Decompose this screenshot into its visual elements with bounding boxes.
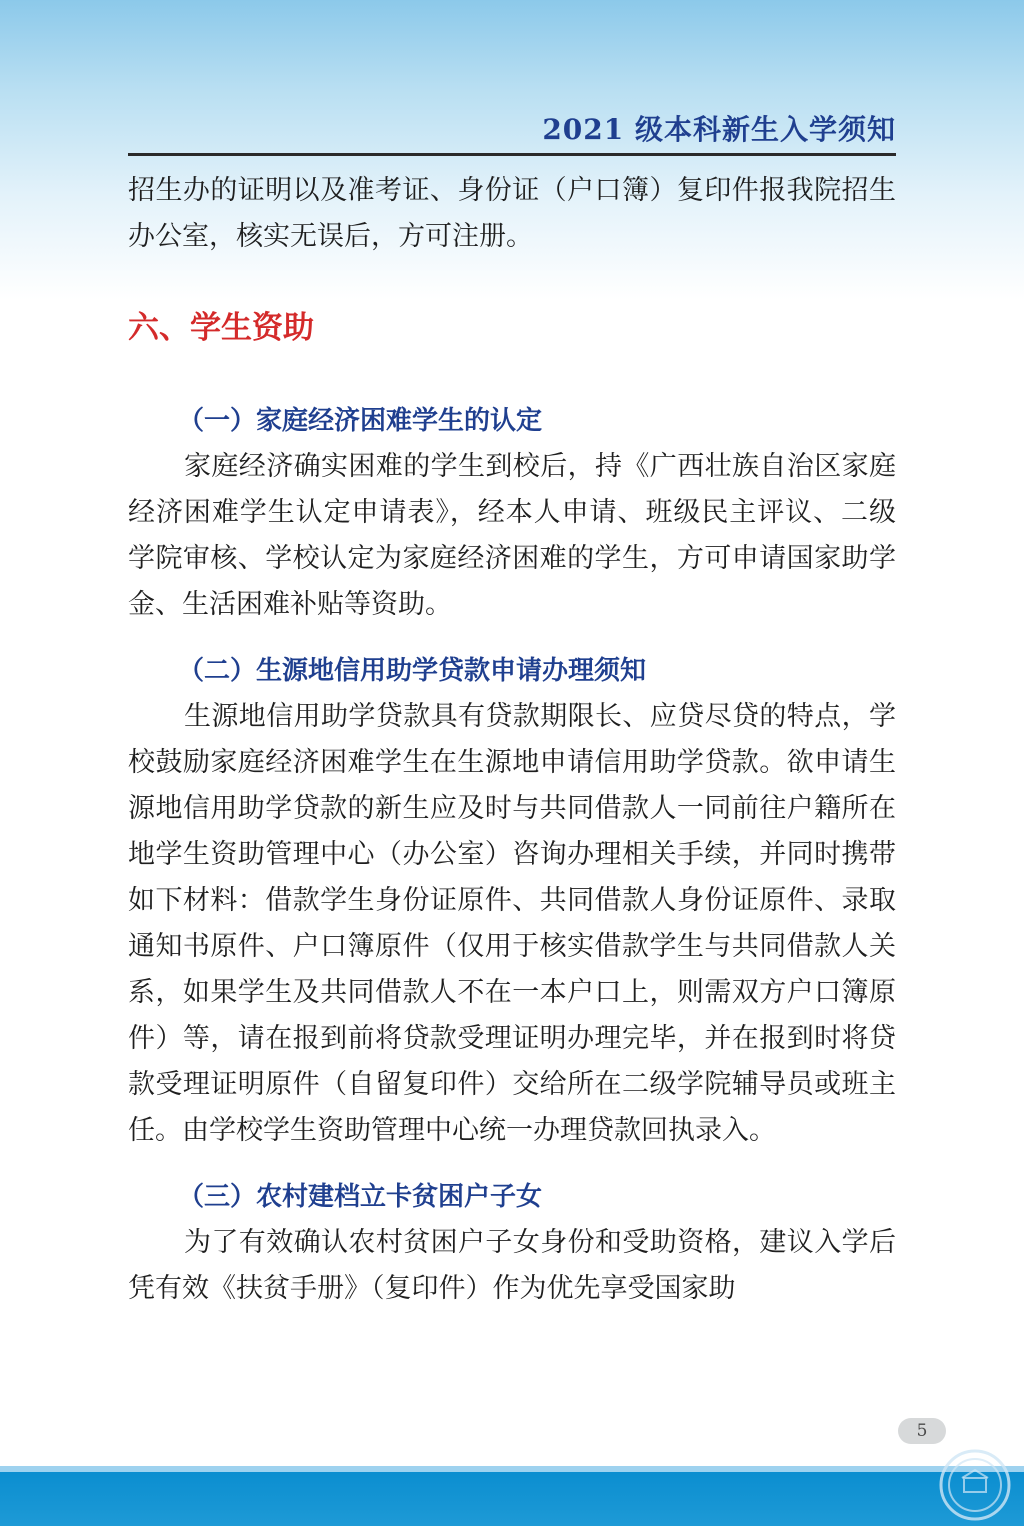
intro-paragraph: 招生办的证明以及准考证、身份证（户口簿）复印件报我院招生办公室，核实无误后，方可注册。 — [128, 175, 896, 252]
subsection-paragraph-2: 生源地信用助学贷款具有贷款期限长、应贷尽贷的特点，学校鼓励家庭经济困难学生在生源地申请信用助学贷款。欲申请生源地信用助学贷款的新生应及时与共同借款人一同前往户籍所在地学生资助管理中心（办公室）咨询办理相关手续，并同时携带如下材料：借款学生身份证原件、共同借款人身份证原件、录取通知书原件、户口簿原件（仅用于核实借款学生与共同借款人关系，如果学生及共同借款人不在一本户口上，则需双方户口簿原件）等，请在报到前将贷款受理证明办理完毕，并在报到时将贷款受理证明原件（自留复印件）交给所在二级学院辅导员或班主任。由学校学生资助管理中心统一办理贷款回执录入。 — [128, 701, 896, 1146]
subsection-title-3: （三）农村建档立卡贫困户子女 — [178, 1182, 543, 1212]
footer-bar — [0, 1466, 1024, 1526]
page-number: 5 — [898, 1418, 946, 1444]
section-title: 六、学生资助 — [128, 310, 314, 346]
subsection-paragraph-3: 为了有效确认农村贫困户子女身份和受助资格，建议入学后凭有效《扶贫手册》（复印件）作为优先享受国家助 — [128, 1227, 896, 1304]
seal-icon — [938, 1448, 1012, 1522]
running-header-title: 2021 级本科新生入学须知 — [542, 113, 896, 146]
subsection-paragraph-1: 家庭经济确实困难的学生到校后，持《广西壮族自治区家庭经济困难学生认定申请表》，经本人申请、班级民主评议、二级学院审核、学校认定为家庭经济困难的学生，方可申请国家助学金、生活困难补贴等资助。 — [128, 451, 896, 620]
page-content — [128, 168, 896, 1312]
subsection-title-2: （二）生源地信用助学贷款申请办理须知 — [178, 656, 647, 686]
header-divider — [128, 153, 896, 156]
subsection-title-1: （一）家庭经济困难学生的认定 — [178, 406, 543, 436]
